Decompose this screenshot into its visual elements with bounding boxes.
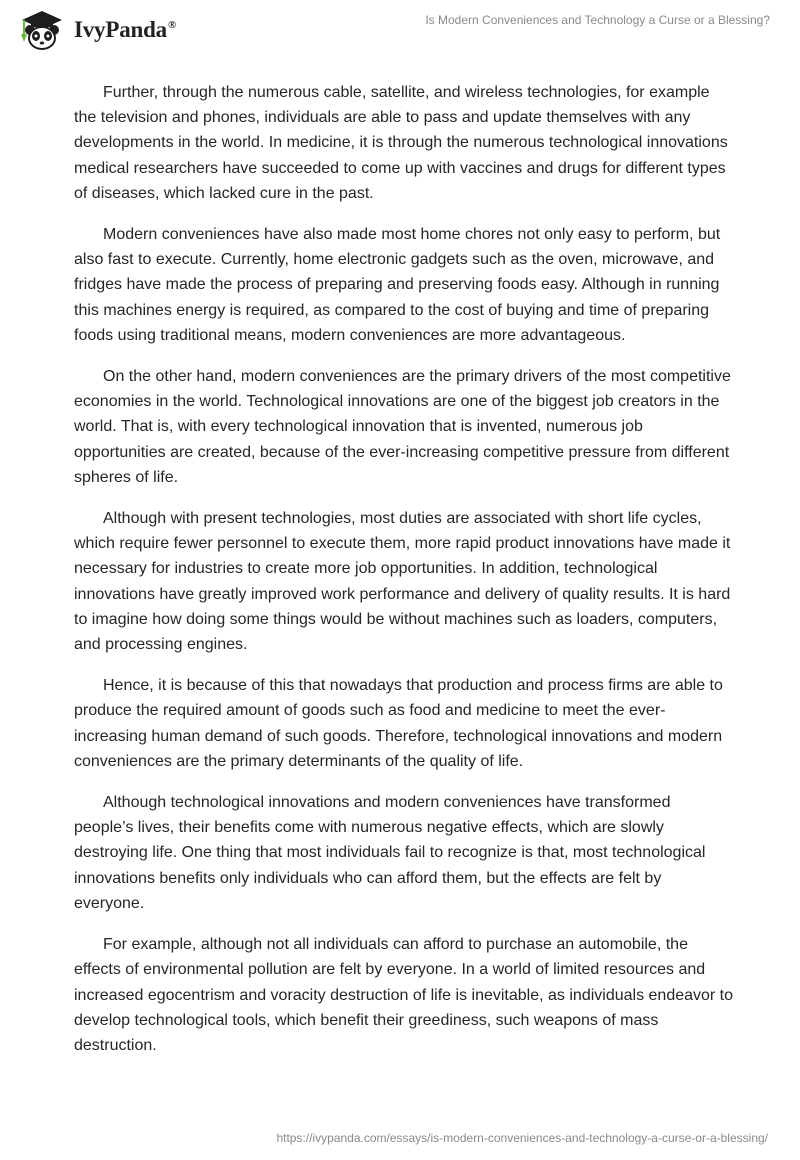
page-header	[0, 0, 800, 60]
paragraph: Although with present technologies, most duties are associated with short life cycles, which require fewer personnel to execute them, more rapid product innovations have made it necessary for industries to create more job opportunities. In addition, technological innovations have greatly improved work performance and delivery of quality results. It is hard to imagine how doing some things would be without machines such as loaders, computers, and processing engines.	[74, 510, 731, 654]
paragraph: Hence, it is because of this that nowadays that production and process firms are able to produce the required amount of goods such as food and medicine to meet the ever-increasing human demand of such goods. Therefore, technological innovations and modern conveniences are the primary determinants of the quality of life.	[74, 677, 723, 770]
source-url[interactable]: https://ivypanda.com/essays/is-modern-conveniences-and-technology-a-curse-or-a-blessing/	[276, 1131, 768, 1145]
ivypanda-logo[interactable]	[14, 8, 176, 52]
panda-graduate-icon	[14, 8, 70, 52]
paragraph: On the other hand, modern conveniences are the primary drivers of the most competitive economies in the world. Technological innovations are one of the biggest job creators in the world. That is, with every technological innovation that is invented, numerous job opportunities are created, because of the ever-increasing competitive pressure from different spheres of life.	[74, 368, 731, 486]
document-title: Is Modern Conveniences and Technology a Curse or a Blessing?	[425, 13, 770, 27]
logo-wordmark: IvyPanda®	[74, 17, 177, 42]
paragraph: Further, through the numerous cable, satellite, and wireless technologies, for example the television and phones, individuals are able to pass and update themselves with any developments in the world. In medicine, it is through the numerous technological innovations medical researchers have succeeded to come up with vaccines and drugs for different types of diseases, which lacked cure in the past.	[74, 84, 728, 202]
essay-body	[74, 80, 734, 1074]
paragraph: Modern conveniences have also made most home chores not only easy to perform, but also fast to execute. Currently, home electronic gadgets such as the oven, microwave, and fridges have made the process of preparing and preserving foods easy. Although in running this machines energy is required, as compared to the cost of buying and time of preparing foods using traditional means, modern conveniences are more advantageous.	[74, 226, 721, 344]
paragraph: Although technological innovations and modern conveniences have transformed people’s lives, their benefits come with numerous negative effects, which are slowly destroying life. One thing that most individuals fail to recognize is that, most technological innovations benefits only individuals who can afford them, but the effects are felt by everyone.	[74, 794, 706, 912]
paragraph: For example, although not all individuals can afford to purchase an automobile, the effects of environmental pollution are felt by everyone. In a world of limited resources and increased egocentrism and voracity destruction of life is inevitable, as individuals endeavor to develop technological tools, which benefit their greediness, such weapons of mass destruction.	[74, 936, 734, 1054]
